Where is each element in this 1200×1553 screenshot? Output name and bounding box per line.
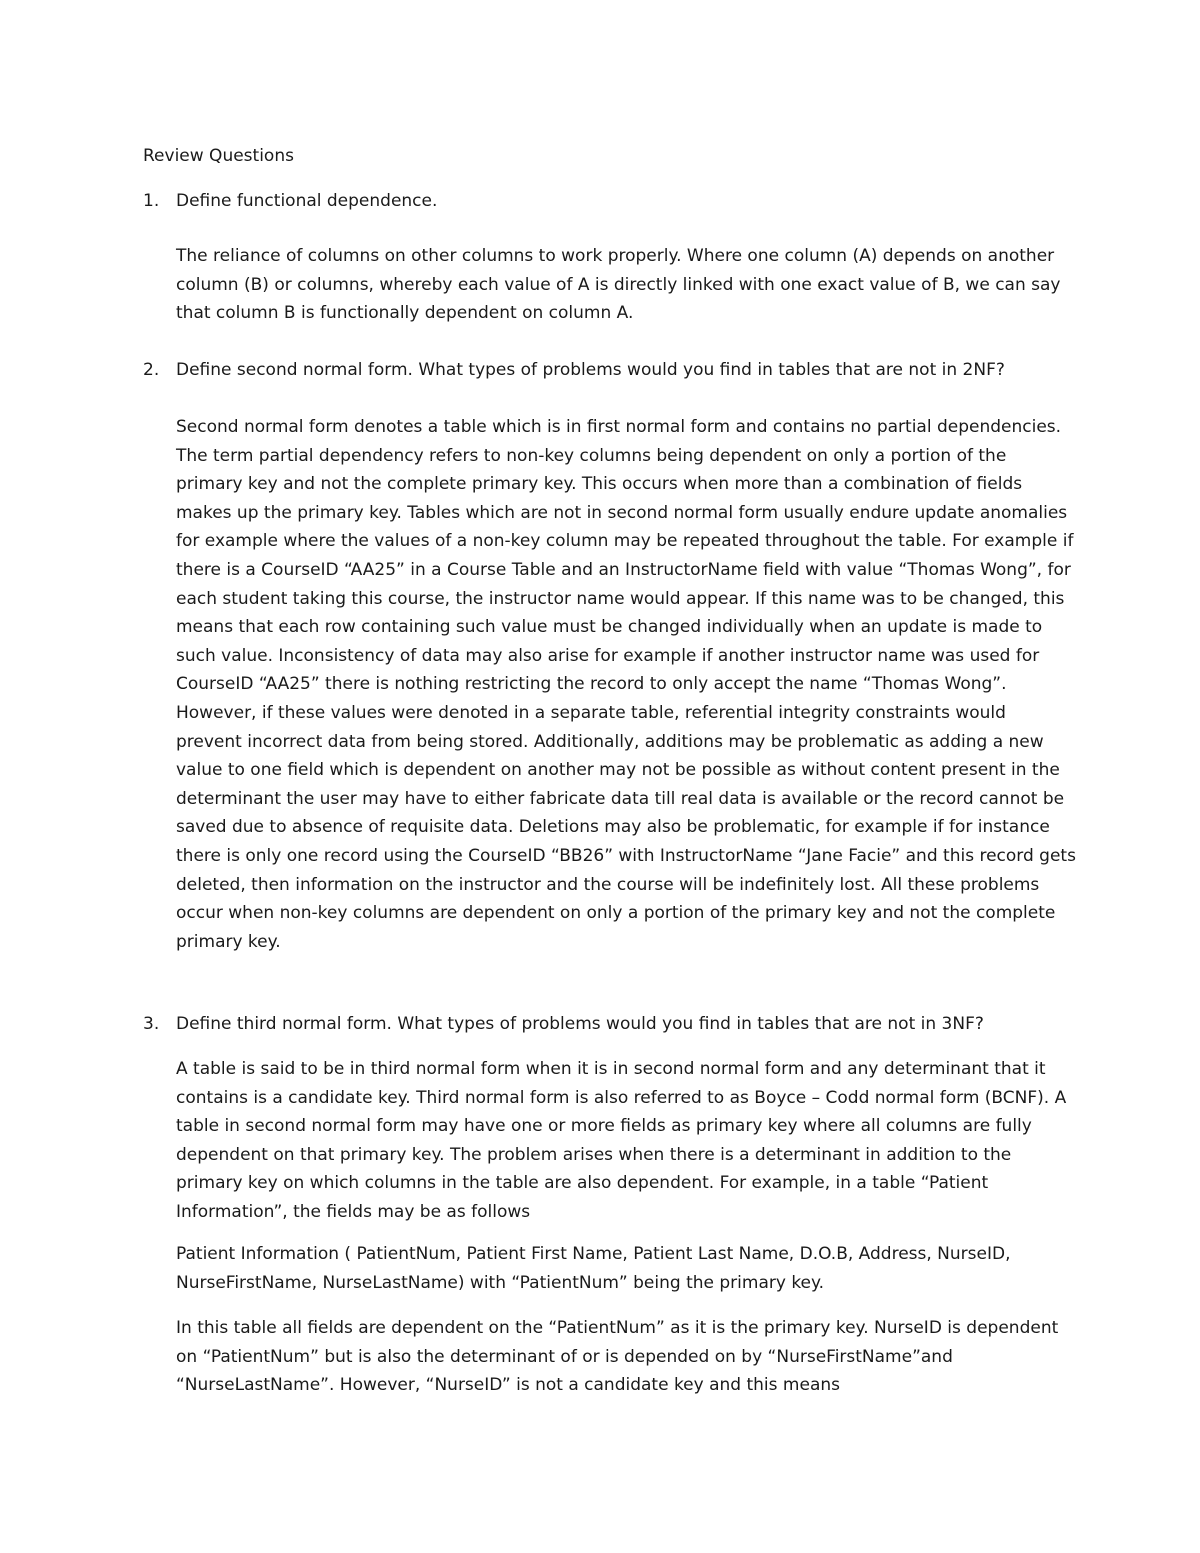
question-3-heading: [143, 1010, 1083, 1039]
question-text: Define third normal form. What types of problems would you find in tables that are not in 3NF?: [176, 1014, 984, 1034]
answer-paragraph: Second normal form denotes a table which is in first normal form and contains no partial dependencies. The term partial dependency refers to non-key columns being dependent on only a portion of the primary key and not the complete primary key. This occurs when more than a combination of fields makes up the primary key. Tables which are not in second normal form usually endure update anomalies for example where the values of a non-key column may be repeated throughout the table. For example if there is a CourseID “AA25” in a Course Table and an InstructorName field with value “Thomas Wong”, for each student taking this course, the instructor name would appear. If this name was to be changed, this means that each row containing such value must be changed individually when an update is made to such value. Inconsistency of data may also arise for example if another instructor name was used for CourseID “AA25” there is nothing restricting the record to only accept the name “Thomas Wong”. However, if these values were denoted in a separate table, referential integrity constraints would prevent incorrect data from being stored. Additionally, additions may be problematic as adding a new value to one field which is dependent on another may not be possible as without content present in the determinant the user may have to either fabricate data till real data is available or the record cannot be saved due to absence of requisite data. Deletions may also be problematic, for example if for instance there is only one record using the CourseID “BB26” with InstructorName “Jane Facie” and this record gets deleted, then information on the instructor and the course will be indefinitely lost. All these problems occur when non-key columns are dependent on only a portion of the primary key and not the complete primary key.: [176, 417, 1076, 952]
answer-paragraph: A table is said to be in third normal form when it is in second normal form and any determinant that it contains is a candidate key. Third normal form is also referred to as Boyce – Codd normal form (BCNF). A table in second normal form may have one or more fields as primary key where all columns are fully dependent on that primary key. The problem arises when there is a determinant in addition to the primary key on which columns in the table are also dependent. For example, in a table “Patient Information”, the fields may be as follows: [176, 1059, 1067, 1222]
document-title: Review Questions: [143, 146, 294, 166]
question-2-heading: [143, 356, 1083, 385]
question-text: Define functional dependence.: [176, 191, 438, 211]
question-number: 2.: [143, 360, 160, 380]
answer-paragraph: Patient Information ( PatientNum, Patient First Name, Patient Last Name, D.O.B, Address, NurseID, NurseFirstName, NurseLastName) with “PatientNum” being the primary key.: [176, 1244, 1011, 1293]
question-number: 3.: [143, 1014, 160, 1034]
question-number: 1.: [143, 191, 160, 211]
answer-paragraph: In this table all fields are dependent on the “PatientNum” as it is the primary key. NurseID is dependent on “PatientNum” but is also the determinant of or is depended on by “NurseFirstName”and “NurseLastName”. However, “NurseID” is not a candidate key and this means: [176, 1318, 1059, 1396]
question-text: Define second normal form. What types of problems would you find in tables that are not in 2NF?: [176, 360, 1005, 380]
question-1-heading: [143, 187, 1083, 216]
answer-paragraph: The reliance of columns on other columns to work properly. Where one column (A) depends on another column (B) or columns, whereby each value of A is directly linked with one exact value of B, we can say that column B is functionally dependent on column A.: [176, 246, 1061, 324]
